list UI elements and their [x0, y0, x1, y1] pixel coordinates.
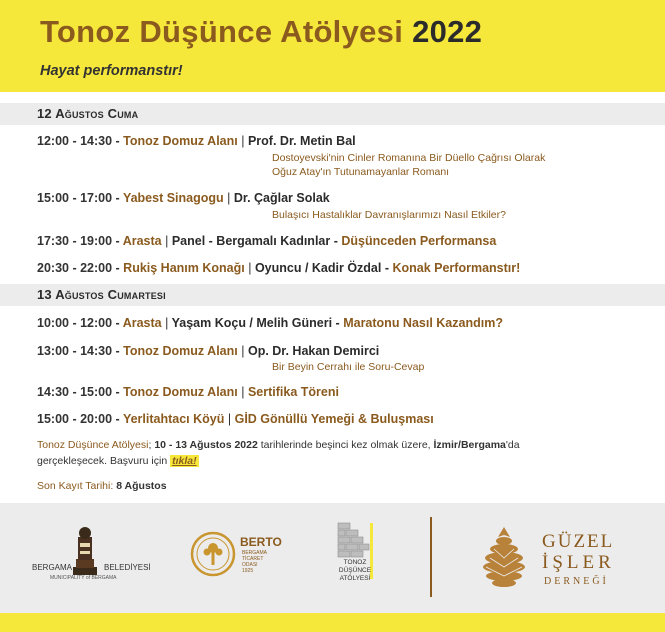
- note-suffix: 'da: [505, 439, 520, 451]
- event-venue: Arasta: [122, 234, 162, 248]
- event-time: 14:30 - 15:00 -: [37, 385, 120, 399]
- header-banner: [0, 0, 665, 92]
- guzel-line2: İŞLER: [542, 552, 615, 573]
- guzel-line1: GÜZEL: [542, 531, 615, 552]
- berto-sub1: BERGAMA: [242, 550, 268, 556]
- event-venue: Arasta: [122, 316, 162, 330]
- deadline-date: 8 Ağustos: [116, 480, 167, 492]
- event-detail: Bir Beyin Cerrahı ile Soru-Cevap: [272, 361, 425, 373]
- event-speaker: Oyuncu / Kadir Özdal -: [254, 261, 389, 275]
- apply-text: Başvuru için: [109, 455, 168, 467]
- berto-year: 1925: [242, 568, 254, 574]
- event-topic: GİD Gönüllü Yemeği & Buluşması: [234, 412, 434, 426]
- event-row: [37, 190, 330, 206]
- event-topic: Konak Performanstır!: [392, 261, 521, 275]
- title-year: 2022: [412, 14, 483, 49]
- day-label: 12 Ağustos Cuma: [37, 106, 139, 121]
- event-speaker: Panel - Bergamalı Kadınlar -: [171, 234, 338, 248]
- separator: |: [241, 344, 245, 358]
- event-time: 20:30 - 22:00 -: [37, 261, 120, 275]
- separator: |: [248, 261, 252, 275]
- separator: |: [241, 134, 245, 148]
- berto-sub3: ODASI: [242, 562, 258, 568]
- event-time: 12:00 - 14:30 -: [37, 134, 120, 148]
- event-topic: Maratonu Nasıl Kazandım?: [343, 316, 503, 330]
- event-row: [37, 133, 356, 149]
- event-detail: Dostoyevski'nin Cinler Romanına Bir Düello Çağrısı Olarak: [272, 152, 546, 164]
- event-row: [37, 260, 520, 276]
- bergama-statue-icon: [68, 525, 102, 577]
- page-title: [40, 14, 482, 50]
- separator: |: [241, 385, 245, 399]
- berto-sub2: TİCARET: [242, 556, 264, 562]
- deadline-label: Son Kayıt Tarihi:: [37, 480, 114, 492]
- day-header-13-august: [0, 284, 665, 306]
- logo-divider: [430, 517, 432, 597]
- event-venue: Tonoz Domuz Alanı: [123, 344, 238, 358]
- note-org: Tonoz Düşünce Atölyesi: [37, 439, 149, 451]
- event-row: [37, 233, 496, 249]
- event-venue: Tonoz Domuz Alanı: [123, 134, 238, 148]
- sponsor-logos: [0, 503, 665, 613]
- event-time: 13:00 - 14:30 -: [37, 344, 120, 358]
- event-detail: Oğuz Atay'ın Tutunamayanlar Romanı: [272, 166, 450, 178]
- event-time: 17:30 - 19:00 -: [37, 234, 120, 248]
- title-main: Tonoz Düşünce Atölyesi: [40, 14, 404, 49]
- day-header-12-august: [0, 103, 665, 125]
- berto-tree-icon: [190, 531, 236, 577]
- bergama-name2: BELEDİYESİ: [104, 563, 151, 572]
- separator: |: [227, 412, 232, 426]
- event-time: 10:00 - 12:00 -: [37, 316, 120, 330]
- bergama-sub: MUNICIPALITY of BERGAMA: [50, 575, 117, 581]
- day-label: 13 Ağustos Cumartesi: [37, 287, 166, 302]
- apply-link[interactable]: tıkla!: [172, 455, 197, 467]
- event-venue: Yabest Sinagogu: [122, 191, 224, 205]
- event-venue: Tonoz Domuz Alanı: [123, 385, 238, 399]
- note-line2: gerçekleşecek.: [37, 455, 108, 467]
- tonoz-line2: DÜŞÜNCE: [338, 567, 372, 574]
- event-speaker: Dr. Çağlar Solak: [233, 191, 330, 205]
- event-row: [37, 411, 434, 427]
- event-speaker: Yaşam Koçu / Melih Güneri -: [171, 316, 340, 330]
- event-row: [37, 343, 379, 359]
- event-row: [37, 315, 503, 331]
- separator: |: [165, 316, 169, 330]
- event-speaker: Prof. Dr. Metin Bal: [247, 134, 356, 148]
- event-speaker: Op. Dr. Hakan Demirci: [247, 344, 380, 358]
- tonoz-line3: ATÖLYESİ: [339, 575, 371, 582]
- separator: |: [227, 191, 231, 205]
- page-subtitle: Hayat performanstır!: [40, 63, 183, 79]
- event-row: [37, 384, 339, 400]
- berto-name: BERTO: [240, 535, 282, 549]
- separator: |: [165, 234, 169, 248]
- event-detail: Bulaşıcı Hastalıklar Davranışlarımızı Nasıl Etkiler?: [272, 209, 506, 221]
- note-text: tarihlerinde beşinci kez olmak üzere,: [260, 439, 431, 451]
- event-time: 15:00 - 17:00 -: [37, 191, 120, 205]
- guzel-line3: DERNEĞİ: [544, 576, 609, 587]
- event-topic: Sertifika Töreni: [247, 385, 339, 399]
- event-venue: Rukiş Hanım Konağı: [123, 261, 245, 275]
- info-note: Tonoz Düşünce Atölyesi; 10 - 13 Ağustos 2022 tarihlerinde beşinci kez olmak üzere, İzmir/Bergama'da gerçekleşecek. Başvuru için tıkla!: [37, 439, 520, 467]
- note-place: İzmir/Bergama: [433, 439, 506, 451]
- event-time: 15:00 - 20:00 -: [37, 412, 120, 426]
- note-dates: 10 - 13 Ağustos 2022: [154, 439, 258, 451]
- registration-deadline: [37, 480, 167, 492]
- event-venue: Yerlitahtacı Köyü: [122, 412, 225, 426]
- event-topic: Düşünceden Performansa: [341, 234, 497, 248]
- tonoz-line1: TONOZ: [343, 559, 367, 566]
- pinecone-icon: [474, 525, 534, 593]
- footer-bar: [0, 613, 665, 632]
- bergama-name: BERGAMA: [32, 563, 73, 572]
